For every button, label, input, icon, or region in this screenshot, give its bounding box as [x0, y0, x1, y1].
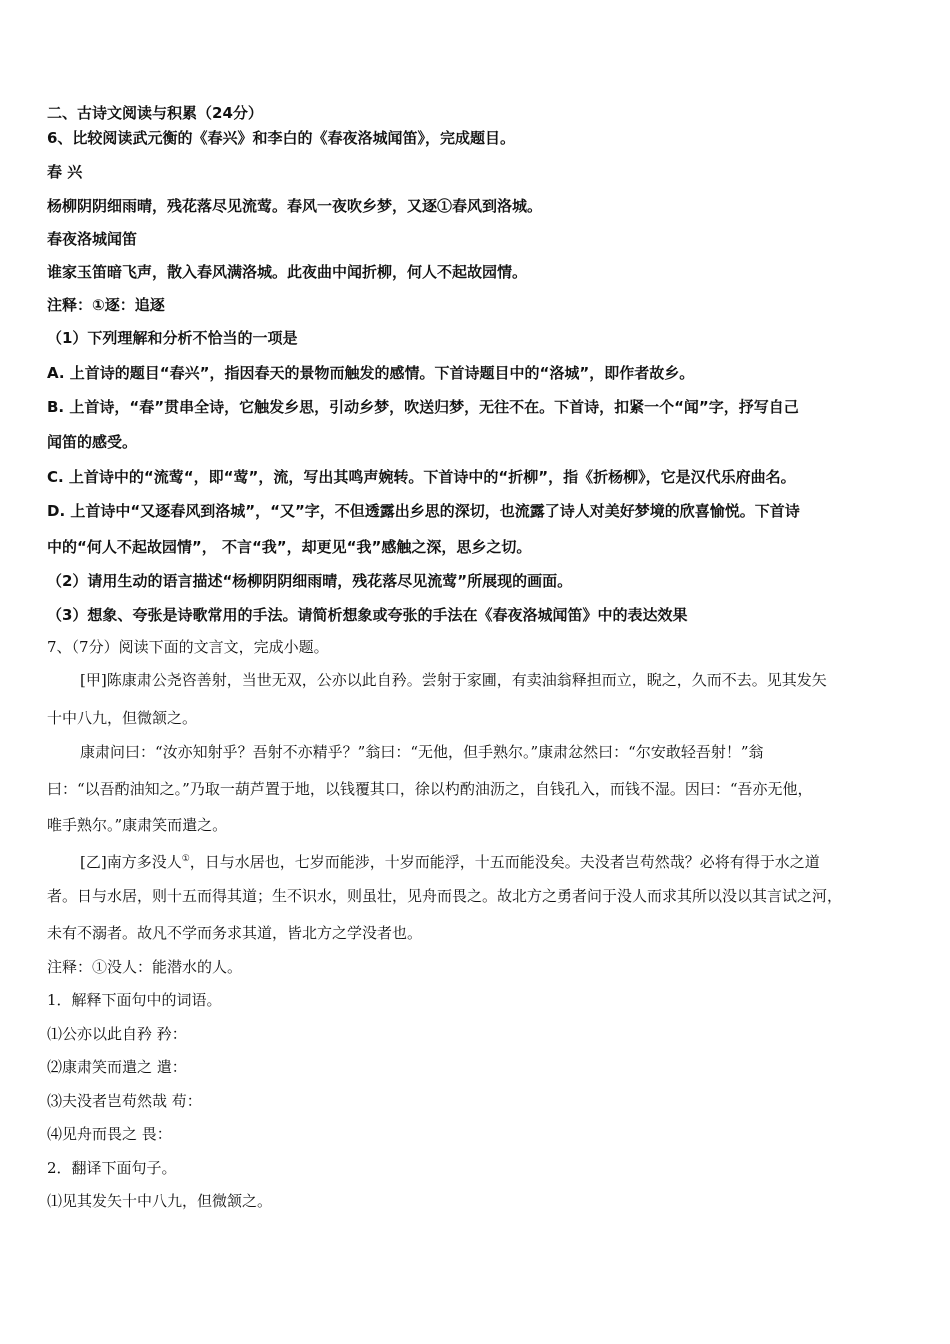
jia-line-5: 唯手熟尔。”康肃笑而遣之。 [47, 816, 228, 834]
q6-option-a: A. 上首诗的题目“春兴”，指因春天的景物而触发的感情。下首诗题目中的“洛城”，即作者故乡。 [47, 364, 695, 382]
q7-prompt: 7、（7分）阅读下面的文言文，完成小题。 [47, 638, 329, 656]
q6-option-b-line2: 闻笛的感受。 [47, 433, 138, 451]
yi-line-1-end: ，日与水居也，七岁而能涉，十岁而能浮，十五而能没矣。夫没者岂苟然哉？必将有得于水之道 [189, 853, 820, 871]
jia-line-2: 十中八九，但微颔之。 [47, 709, 198, 727]
q6-sub2: （2）请用生动的语言描述“杨柳阴阴细雨晴，残花落尽见流莺”所展现的画面。 [47, 572, 573, 590]
q7-note: 注释：①没人：能潜水的人。 [47, 958, 243, 976]
q7-task2: 2．翻译下面句子。 [47, 1159, 177, 1177]
yi-line-1 [80, 849, 820, 872]
q6-option-b-line1: B. 上首诗，“春”贯串全诗，它触发乡思，引动乡梦，吹送归梦，无往不在。下首诗，扣紧一个“闻”字，抒写自己 [47, 398, 799, 416]
section-title: 二、古诗文阅读与积累（24分） [47, 104, 263, 122]
poem2-title: 春夜洛城闻笛 [47, 230, 138, 248]
q7-task1: 1．解释下面句中的词语。 [47, 991, 222, 1009]
footnote-marker: ① [181, 854, 190, 864]
poem1-text: 杨柳阴阴细雨晴，残花落尽见流莺。春风一夜吹乡梦，又逐①春风到洛城。 [47, 197, 543, 215]
yi-line-1-start: [乙]南方多没人 [80, 853, 182, 871]
jia-line-3: 康肃问曰：“汝亦知射乎？吾射不亦精乎？”翁曰：“无他，但手熟尔。”康肃忿然曰：“尔安敢轻吾射！”翁 [80, 743, 764, 761]
q6-note: 注释：①逐：追逐 [47, 296, 165, 314]
poem2-text: 谁家玉笛暗飞声，散入春风满洛城。此夜曲中闻折柳，何人不起故园情。 [47, 263, 528, 281]
yi-line-2: 者。日与水居，则十五而得其道；生不识水，则虽壮，见舟而畏之。故北方之勇者问于没人而求其所以没以其言试之河， [47, 887, 843, 905]
q7-word-4: ⑷见舟而畏之 畏： [47, 1125, 172, 1143]
q7-word-2: ⑵康肃笑而遣之 遣： [47, 1058, 187, 1076]
q7-word-3: ⑶夫没者岂苟然哉 苟： [47, 1092, 202, 1110]
q7-translate-1: ⑴见其发矢十中八九，但微颔之。 [47, 1192, 273, 1210]
poem1-title: 春 兴 [47, 163, 83, 181]
jia-line-4: 曰：“以吾酌油知之。”乃取一葫芦置于地，以钱覆其口，徐以杓酌油沥之，自钱孔入，而钱不湿。因曰：“吾亦无他， [47, 780, 813, 798]
q6-option-d-line1: D. 上首诗中“又逐春风到洛城”，“又”字，不但透露出乡思的深切，也流露了诗人对美好梦境的欣喜愉悦。下首诗 [47, 502, 800, 520]
q7-word-1: ⑴公亦以此自矜 矜： [47, 1025, 187, 1043]
q6-prompt: 6、比较阅读武元衡的《春兴》和李白的《春夜洛城闻笛》，完成题目。 [47, 129, 515, 147]
jia-line-1: [甲]陈康肃公尧咨善射，当世无双，公亦以此自矜。尝射于家圃，有卖油翁释担而立，睨之，久而不去。见其发矢 [80, 671, 827, 689]
q6-option-c: C. 上首诗中的“流莺“，即“莺”，流，写出其鸣声婉转。下首诗中的“折柳”，指《折杨柳》，它是汉代乐府曲名。 [47, 468, 796, 486]
q6-option-d-line2: 中的“何人不起故园情”， 不言“我”，却更见“我”感触之深，思乡之切。 [47, 538, 532, 556]
yi-line-3: 未有不溺者。故凡不学而务求其道，皆北方之学没者也。 [47, 924, 423, 942]
q6-sub1: （1）下列理解和分析不恰当的一项是 [47, 329, 298, 347]
q6-sub3: （3）想象、夸张是诗歌常用的手法。请简析想象或夸张的手法在《春夜洛城闻笛》中的表达效果 [47, 606, 688, 624]
